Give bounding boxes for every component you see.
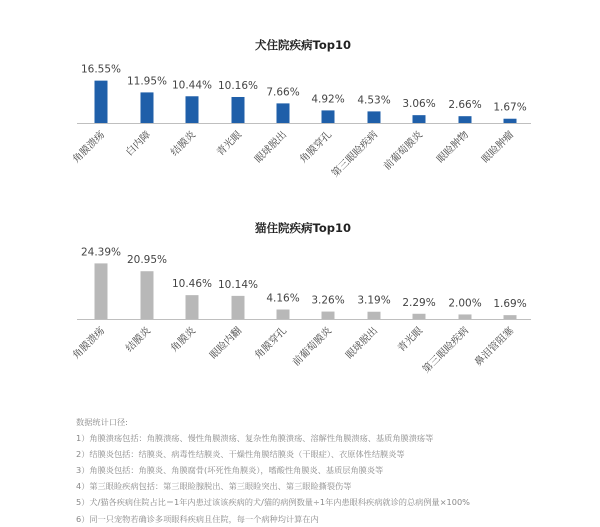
cat-value-label: 2.29% [402,296,436,309]
dog-bar [368,111,381,123]
cat-category-label: 眼球脱出 [344,325,381,362]
cat-value-label: 2.00% [448,297,482,310]
dog-bar [95,81,108,123]
cat-bar [95,263,108,319]
cat-category-label: 第三眼睑疾病 [420,325,472,376]
cat-bar [322,312,335,319]
dog-bar [232,97,245,123]
note-item: 3）角膜炎包括：角膜炎、角膜腐骨(坏死性角膜炎），嗜酸性角膜炎、基质层角膜炎等 [76,465,384,476]
note-item: 2）结膜炎包括：结膜炎、病毒性结膜炎、干燥性角膜结膜炎（干眼症）、衣原体性结膜炎等 [76,449,405,460]
cat-chart-title: 猫住院疾病Top10 [255,221,351,235]
cat-bar [141,271,154,319]
dog-value-label: 16.55% [80,63,122,76]
dog-category-label: 角膜溃疡 [71,129,108,166]
dog-category-label: 白内障 [124,129,154,159]
dog-category-label: 角膜穿孔 [298,129,335,166]
dog-bar [413,115,426,123]
notes-heading: 数据统计口径: [76,417,128,427]
cat-bar [277,310,290,319]
dog-value-label: 1.67% [493,101,527,114]
dog-bar [186,96,199,123]
cat-bar [459,314,472,319]
cat-value-label: 10.46% [171,278,213,291]
dog-chart [70,64,531,180]
cat-category-label: 眼睑内翻 [208,325,245,362]
cat-value-label: 10.14% [217,278,259,291]
note-item: 1）角膜溃疡包括：角膜溃疡、慢性角膜溃疡、复杂性角膜溃疡、溶解性角膜溃疡、基质角膜溃疡等 [76,433,434,444]
cat-category-label: 前葡萄膜炎 [290,325,335,369]
cat-bar [504,315,517,319]
dog-bar [459,116,472,123]
cat-bar [232,296,245,319]
cat-value-label: 24.39% [80,246,122,259]
dog-value-label: 3.06% [402,98,436,111]
dog-category-label: 眼睑肿瘤 [480,129,517,166]
dog-value-label: 10.44% [171,79,213,92]
cat-category-label: 青光眼 [396,325,426,355]
dog-category-label: 结膜炎 [169,129,199,159]
note-item: 4）第三眼睑疾病包括：第三眼睑腺脱出、第三眼睑突出、第三眼睑撕裂伤等 [76,481,352,492]
dog-category-label: 第三眼睑疾病 [329,129,381,180]
cat-bar [368,312,381,319]
dog-value-label: 11.95% [126,75,168,88]
cat-category-label: 角膜炎 [169,325,199,355]
cat-category-label: 角膜溃疡 [71,325,108,362]
dog-value-label: 4.53% [357,94,391,107]
dog-bar [504,119,517,123]
cat-value-label: 1.69% [493,298,527,311]
dog-value-label: 2.66% [448,99,482,112]
cat-bar [186,295,199,319]
dog-category-label: 青光眼 [215,129,245,159]
cat-category-label: 鼻泪管阻塞 [472,325,517,369]
cat-chart [70,246,531,375]
note-item: 5）犬/猫各疾病住院占比＝1年内患过该该疾病的犬/猫的病例数量÷1年内患眼科疾病就诊的总病例量×100% [76,497,470,508]
note-item: 6）同一只宠物若确诊多项眼科疾病且住院，每一个病种均计算在内 [76,513,319,524]
dog-bar [277,103,290,123]
cat-bar [413,314,426,319]
dog-value-label: 4.92% [311,93,345,106]
cat-value-label: 3.26% [311,294,345,307]
dog-chart-title: 犬住院疾病Top10 [255,38,351,52]
methodology-notes [76,414,596,527]
cat-value-label: 4.16% [266,292,300,305]
cat-value-label: 20.95% [126,254,168,267]
cat-category-label: 角膜穿孔 [253,325,290,362]
dog-bar [322,110,335,123]
dog-value-label: 7.66% [266,86,300,99]
cat-category-label: 结膜炎 [124,325,154,355]
dog-category-label: 眼睑肿物 [435,129,472,166]
dog-category-label: 前葡萄膜炎 [381,129,426,173]
dog-value-label: 10.16% [217,79,259,92]
cat-value-label: 3.19% [357,294,391,307]
dog-bar [141,92,154,123]
dog-category-label: 眼球脱出 [253,129,290,166]
